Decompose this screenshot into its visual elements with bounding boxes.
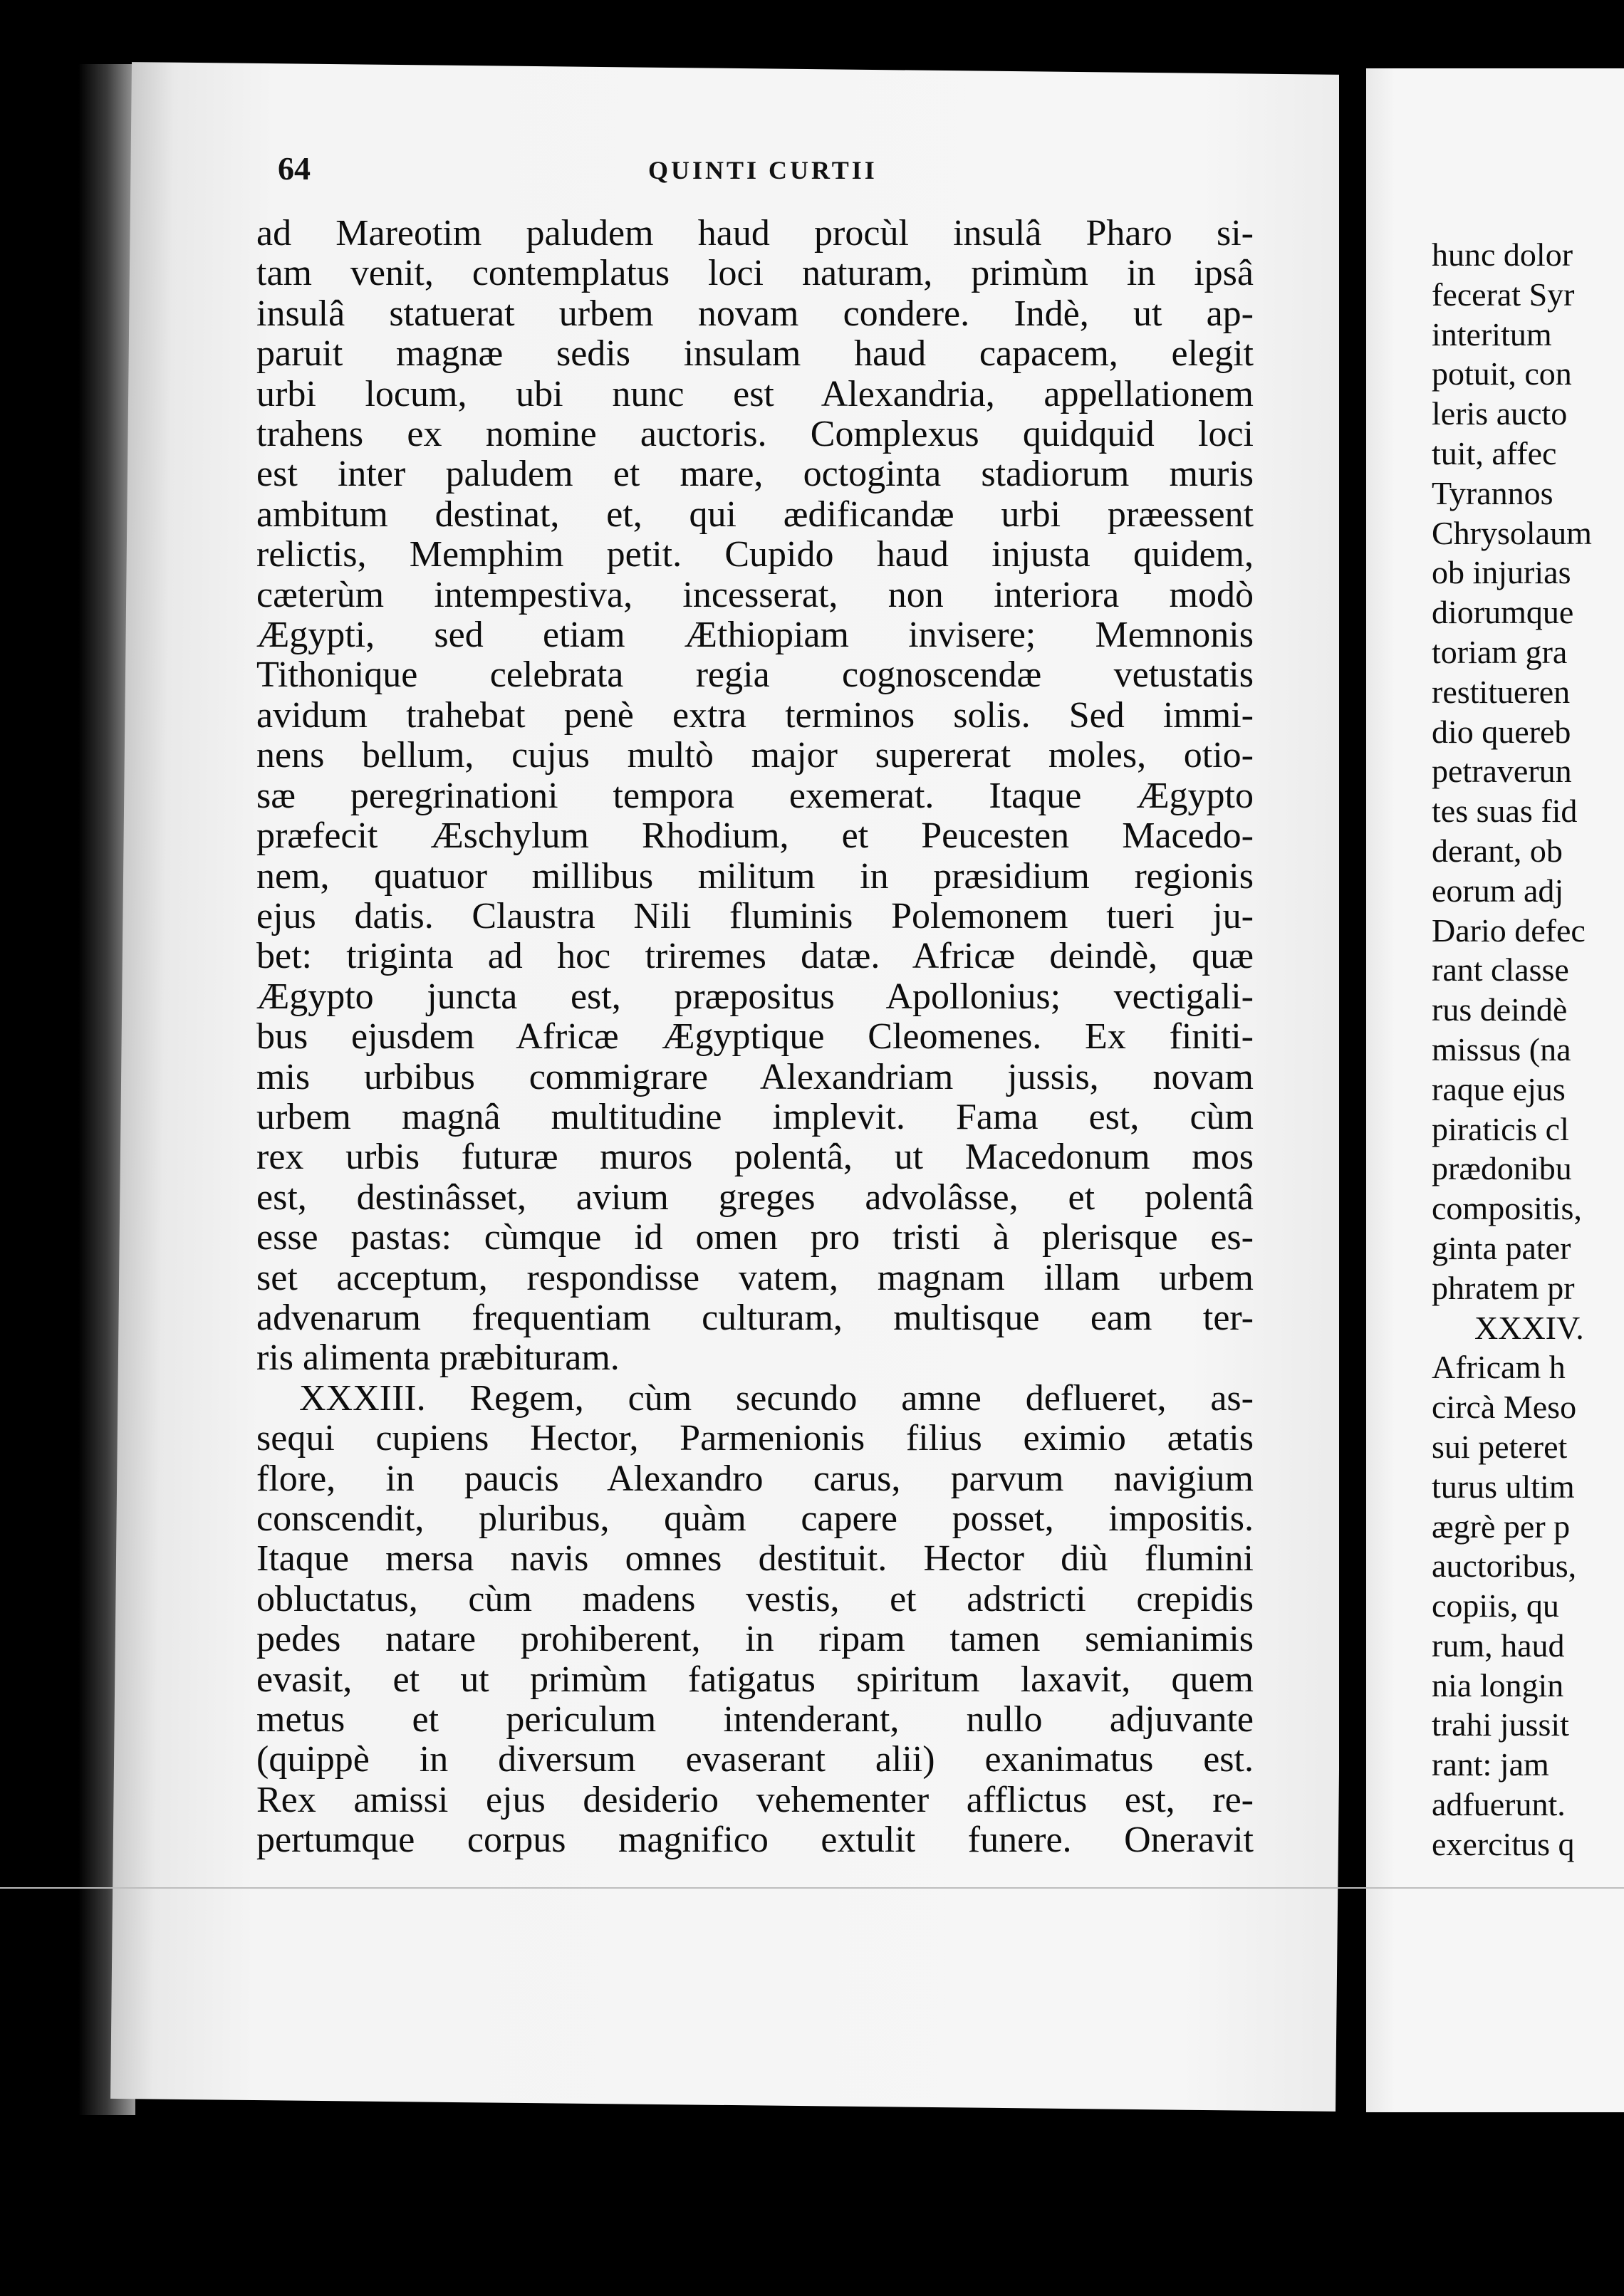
right-page-clip xyxy=(1366,68,1624,2112)
text-line: adfuerunt. xyxy=(1432,1786,1566,1823)
text-line: rant: jam xyxy=(1432,1746,1549,1783)
book-gutter xyxy=(1339,43,1368,2179)
text-line: mis urbibus commigrare Alexandriam jussis, novam xyxy=(256,1056,1254,1097)
text-line: ad Mareotim paludem haud procùl insulâ Pharo si- xyxy=(256,213,1254,254)
text-line: Dario defec xyxy=(1432,912,1586,949)
text-line: ginta pater xyxy=(1432,1229,1571,1266)
text-line: præfecit Æschylum Rhodium, et Peucesten Macedo- xyxy=(256,815,1254,857)
text-line: copiis, qu xyxy=(1432,1587,1559,1624)
text-line: ægrè per p xyxy=(1432,1508,1571,1545)
text-line: obluctatus, cùm madens vestis, et adstricti crepidis xyxy=(256,1578,1254,1619)
text-line: sæ peregrinationi tempora exemerat. Itaque Ægypto xyxy=(256,775,1254,816)
text-line: circà Meso xyxy=(1432,1389,1577,1426)
text-line: XXXIII. Regem, cùm secundo amne deflueret, as- xyxy=(299,1377,1254,1419)
text-line: hunc dolor xyxy=(1432,236,1573,273)
text-line: rum, haud xyxy=(1432,1627,1565,1664)
text-line: derant, ob xyxy=(1432,832,1563,869)
text-line: rant classe xyxy=(1432,951,1569,988)
text-line: turus ultim xyxy=(1432,1468,1575,1505)
text-line: diorumque xyxy=(1432,594,1574,631)
running-title: QUINTI CURTII xyxy=(648,156,878,184)
text-line: piraticis cl xyxy=(1432,1110,1569,1147)
text-line: cæterùm intempestiva, incesserat, non interiora modò xyxy=(256,574,1254,615)
text-line: sui peteret xyxy=(1432,1428,1568,1465)
text-line: Africam h xyxy=(1432,1349,1566,1386)
text-line: Itaque mersa navis omnes destituit. Hector diù flumini xyxy=(256,1538,1254,1580)
text-line: raque ejus xyxy=(1432,1070,1566,1107)
text-line: tam venit, contemplatus loci naturam, primùm in ipsâ xyxy=(256,253,1254,294)
text-line: fecerat Syr xyxy=(1432,276,1575,313)
text-line: tuit, affec xyxy=(1432,434,1557,471)
text-line: ambitum destinat, et, qui ædificandæ urbi præessent xyxy=(256,494,1254,535)
text-line: bus ejusdem Africæ Ægyptique Cleomenes. Ex finiti- xyxy=(256,1016,1254,1058)
text-line: Chrysolaum xyxy=(1432,514,1592,551)
text-line: nens bellum, cujus multò major supererat moles, otio- xyxy=(256,735,1254,776)
text-line: exercitus q xyxy=(1432,1825,1575,1862)
text-line: trahi jussit xyxy=(1432,1706,1569,1743)
text-line: sequi cupiens Hector, Parmenionis filius eximio ætatis xyxy=(256,1418,1254,1459)
text-line: rex urbis futuræ muros polentâ, ut Macedonum mos xyxy=(256,1137,1254,1178)
text-line: urbi locum, ubi nunc est Alexandria, appellationem xyxy=(256,373,1254,414)
text-line: Tyrannos xyxy=(1432,474,1553,511)
text-line: compositis, xyxy=(1432,1190,1582,1227)
text-line: missus (na xyxy=(1432,1030,1571,1068)
text-line: bet: triginta ad hoc triremes datæ. Africæ deindè, quæ xyxy=(256,936,1254,977)
text-line: est inter paludem et mare, octoginta stadiorum muris xyxy=(256,454,1254,495)
text-line: auctoribus, xyxy=(1432,1548,1577,1585)
text-line: (quippè in diversum evaserant alii) exanimatus est. xyxy=(256,1739,1254,1780)
text-line: pertumque corpus magnifico extulit funere. Oneravit xyxy=(256,1820,1254,1861)
text-line: advenarum frequentiam culturam, multisque eam ter- xyxy=(256,1297,1254,1338)
text-line: pedes natare prohiberent, in ripam tamen semianimis xyxy=(256,1619,1254,1660)
text-line: Tithonique celebrata regia cognoscendæ vetustatis xyxy=(256,654,1254,696)
text-line: tes suas fid xyxy=(1432,793,1578,830)
left-page-body xyxy=(256,214,1254,1861)
text-line: evasit, et ut primùm fatigatus spiritum laxavit, quem xyxy=(256,1659,1254,1700)
text-line: est, destinâsset, avium greges advolâsse, et polentâ xyxy=(256,1176,1254,1218)
text-line: flore, in paucis Alexandro carus, parvum navigium xyxy=(256,1458,1254,1499)
text-line: ejus datis. Claustra Nili fluminis Polemonem tueri ju- xyxy=(256,895,1254,936)
text-line: petraverun xyxy=(1432,753,1572,790)
text-line: relictis, Memphim petit. Cupido haud injusta quidem, xyxy=(256,534,1254,575)
text-line: rus deindè xyxy=(1432,991,1568,1028)
text-line: ob injurias xyxy=(1432,554,1571,591)
text-line: esse pastas: cùmque id omen pro tristi à plerisque es- xyxy=(256,1217,1254,1258)
text-line: nem, quatuor millibus militum in præsidium regionis xyxy=(256,855,1254,897)
text-line: interitum xyxy=(1432,315,1552,353)
text-line: restitueren xyxy=(1432,673,1571,710)
page-number: 64 xyxy=(278,150,311,187)
text-line: prædonibu xyxy=(1432,1150,1572,1187)
text-line: set acceptum, respondisse vatem, magnam illam urbem xyxy=(256,1257,1254,1298)
page-header xyxy=(278,150,1268,199)
text-line: urbem magnâ multitudine implevit. Fama est, cùm xyxy=(256,1096,1254,1137)
text-line: phratem pr xyxy=(1432,1269,1575,1306)
text-line: insulâ statuerat urbem novam condere. Indè, ut ap- xyxy=(256,293,1254,334)
text-line: conscendit, pluribus, quàm capere posset, impositis. xyxy=(256,1498,1254,1539)
text-line: toriam gra xyxy=(1432,633,1568,670)
text-line: XXXIV. xyxy=(1474,1309,1584,1346)
text-line: avidum trahebat penè extra terminos solis. Sed immi- xyxy=(256,694,1254,736)
text-line: metus et periculum intenderant, nullo adjuvante xyxy=(256,1699,1254,1741)
text-line: Ægypti, sed etiam Æthiopiam invisere; Memnonis xyxy=(256,615,1254,656)
text-line: leris aucto xyxy=(1432,395,1568,432)
text-line: Rex amissi ejus desiderio vehementer afflictus est, re- xyxy=(256,1779,1254,1820)
right-page-body xyxy=(1432,235,1624,1864)
text-line: Ægypto juncta est, præpositus Apollonius; vectigali- xyxy=(256,976,1254,1017)
text-line: eorum adj xyxy=(1432,872,1564,909)
text-line: dio quereb xyxy=(1432,713,1571,750)
text-line: ris alimenta præbituram. xyxy=(256,1337,620,1379)
text-line: trahens ex nomine auctoris. Complexus quidquid loci xyxy=(256,414,1254,455)
text-line: nia longin xyxy=(1432,1666,1564,1703)
text-line: paruit magnæ sedis insulam haud capacem, elegit xyxy=(256,333,1254,375)
text-line: potuit, con xyxy=(1432,355,1572,392)
